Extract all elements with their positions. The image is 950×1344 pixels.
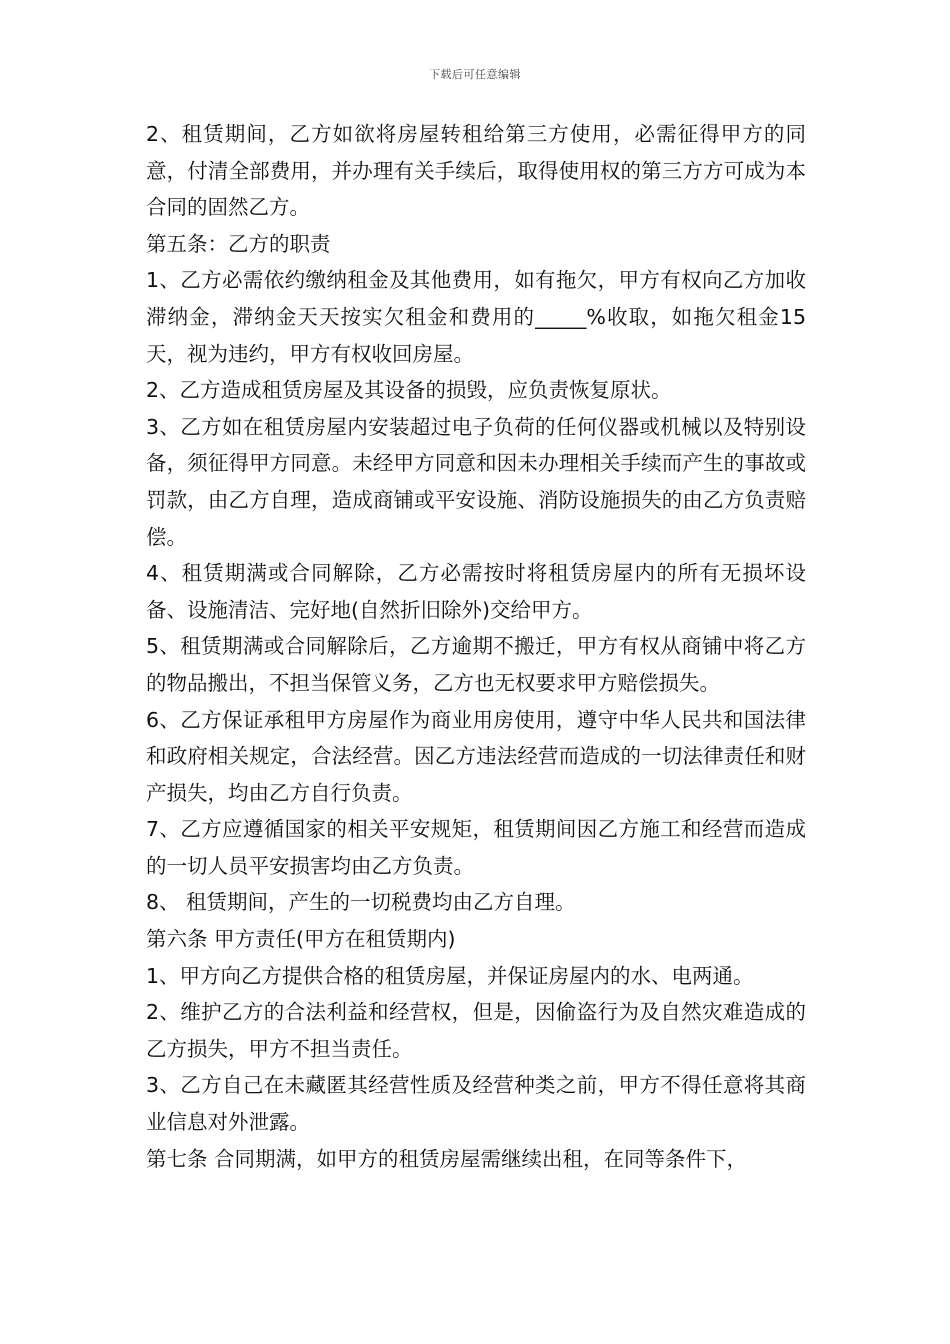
paragraph-clause-4-item-2: 2、租赁期间，乙方如欲将房屋转租给第三方使用，必需征得甲方的同意，付清全部费用，并办理有关手续后，取得使用权的第三方方可成为本合同的固然乙方。 — [146, 122, 806, 220]
paragraph-clause-5-item-2: 2、乙方造成租赁房屋及其设备的损毁，应负责恢复原状。 — [146, 378, 672, 403]
paragraph-clause-5-item-8: 8、 租赁期间，产生的一切税费均由乙方自理。 — [146, 890, 576, 915]
paragraph-clause-5-item-3: 3、乙方如在租赁房屋内安装超过电子负荷的任何仪器或机械以及特别设备，须征得甲方同意。未经甲方同意和因未办理相关手续而产生的事故或罚款，由乙方自理，造成商铺或平安设施、消防设施损失的由乙方负责赔偿。 — [146, 414, 806, 549]
heading-clause-5: 第五条：乙方的职责 — [146, 231, 331, 256]
paragraph-clause-5-item-4: 4、租赁期满或合同解除，乙方必需按时将租赁房屋内的所有无损坏设备、设施清洁、完好地(自然折旧除外)交给甲方。 — [146, 561, 806, 622]
paragraph-clause-6-item-2: 2、维护乙方的合法利益和经营权，但是，因偷盗行为及自然灾难造成的乙方损失，甲方不担当责任。 — [146, 1000, 806, 1061]
paragraph-clause-5-item-5: 5、租赁期满或合同解除后，乙方逾期不搬迁，甲方有权从商铺中将乙方的物品搬出，不担当保管义务，乙方也无权要求甲方赔偿损失。 — [146, 634, 806, 695]
paragraph-clause-6-item-3: 3、乙方自己在未藏匿其经营性质及经营种类之前，甲方不得任意将其商业信息对外泄露。 — [146, 1073, 806, 1135]
heading-clause-6: 第六条 甲方责任(甲方在租赁期内) — [146, 927, 456, 952]
paragraph-clause-5-item-7: 7、乙方应遵循国家的相关平安规矩，租赁期间因乙方施工和经营而造成的一切人员平安损害均由乙方负责。 — [146, 817, 806, 878]
page-header: 下载后可任意编辑 — [429, 68, 521, 81]
document-body — [146, 116, 806, 1177]
paragraph-clause-7: 第七条 合同期满，如甲方的租赁房屋需继续出租，在同等条件下， — [146, 1146, 748, 1171]
paragraph-clause-5-item-6: 6、乙方保证承租甲方房屋作为商业用房使用，遵守中华人民共和国法律和政府相关规定，合法经营。因乙方违法经营而造成的一切法律责任和财产损失，均由乙方自行负责。 — [146, 707, 806, 805]
paragraph-clause-6-item-1: 1、甲方向乙方提供合格的租赁房屋，并保证房屋内的水、电两通。 — [146, 963, 754, 988]
paragraph-clause-5-item-1: 1、乙方必需依约缴纳租金及其他费用，如有拖欠，甲方有权向乙方加收滞纳金，滞纳金天天按实欠租金和费用的_____%收取，如拖欠租金15天，视为违约，甲方有权收回房屋。 — [146, 268, 806, 366]
